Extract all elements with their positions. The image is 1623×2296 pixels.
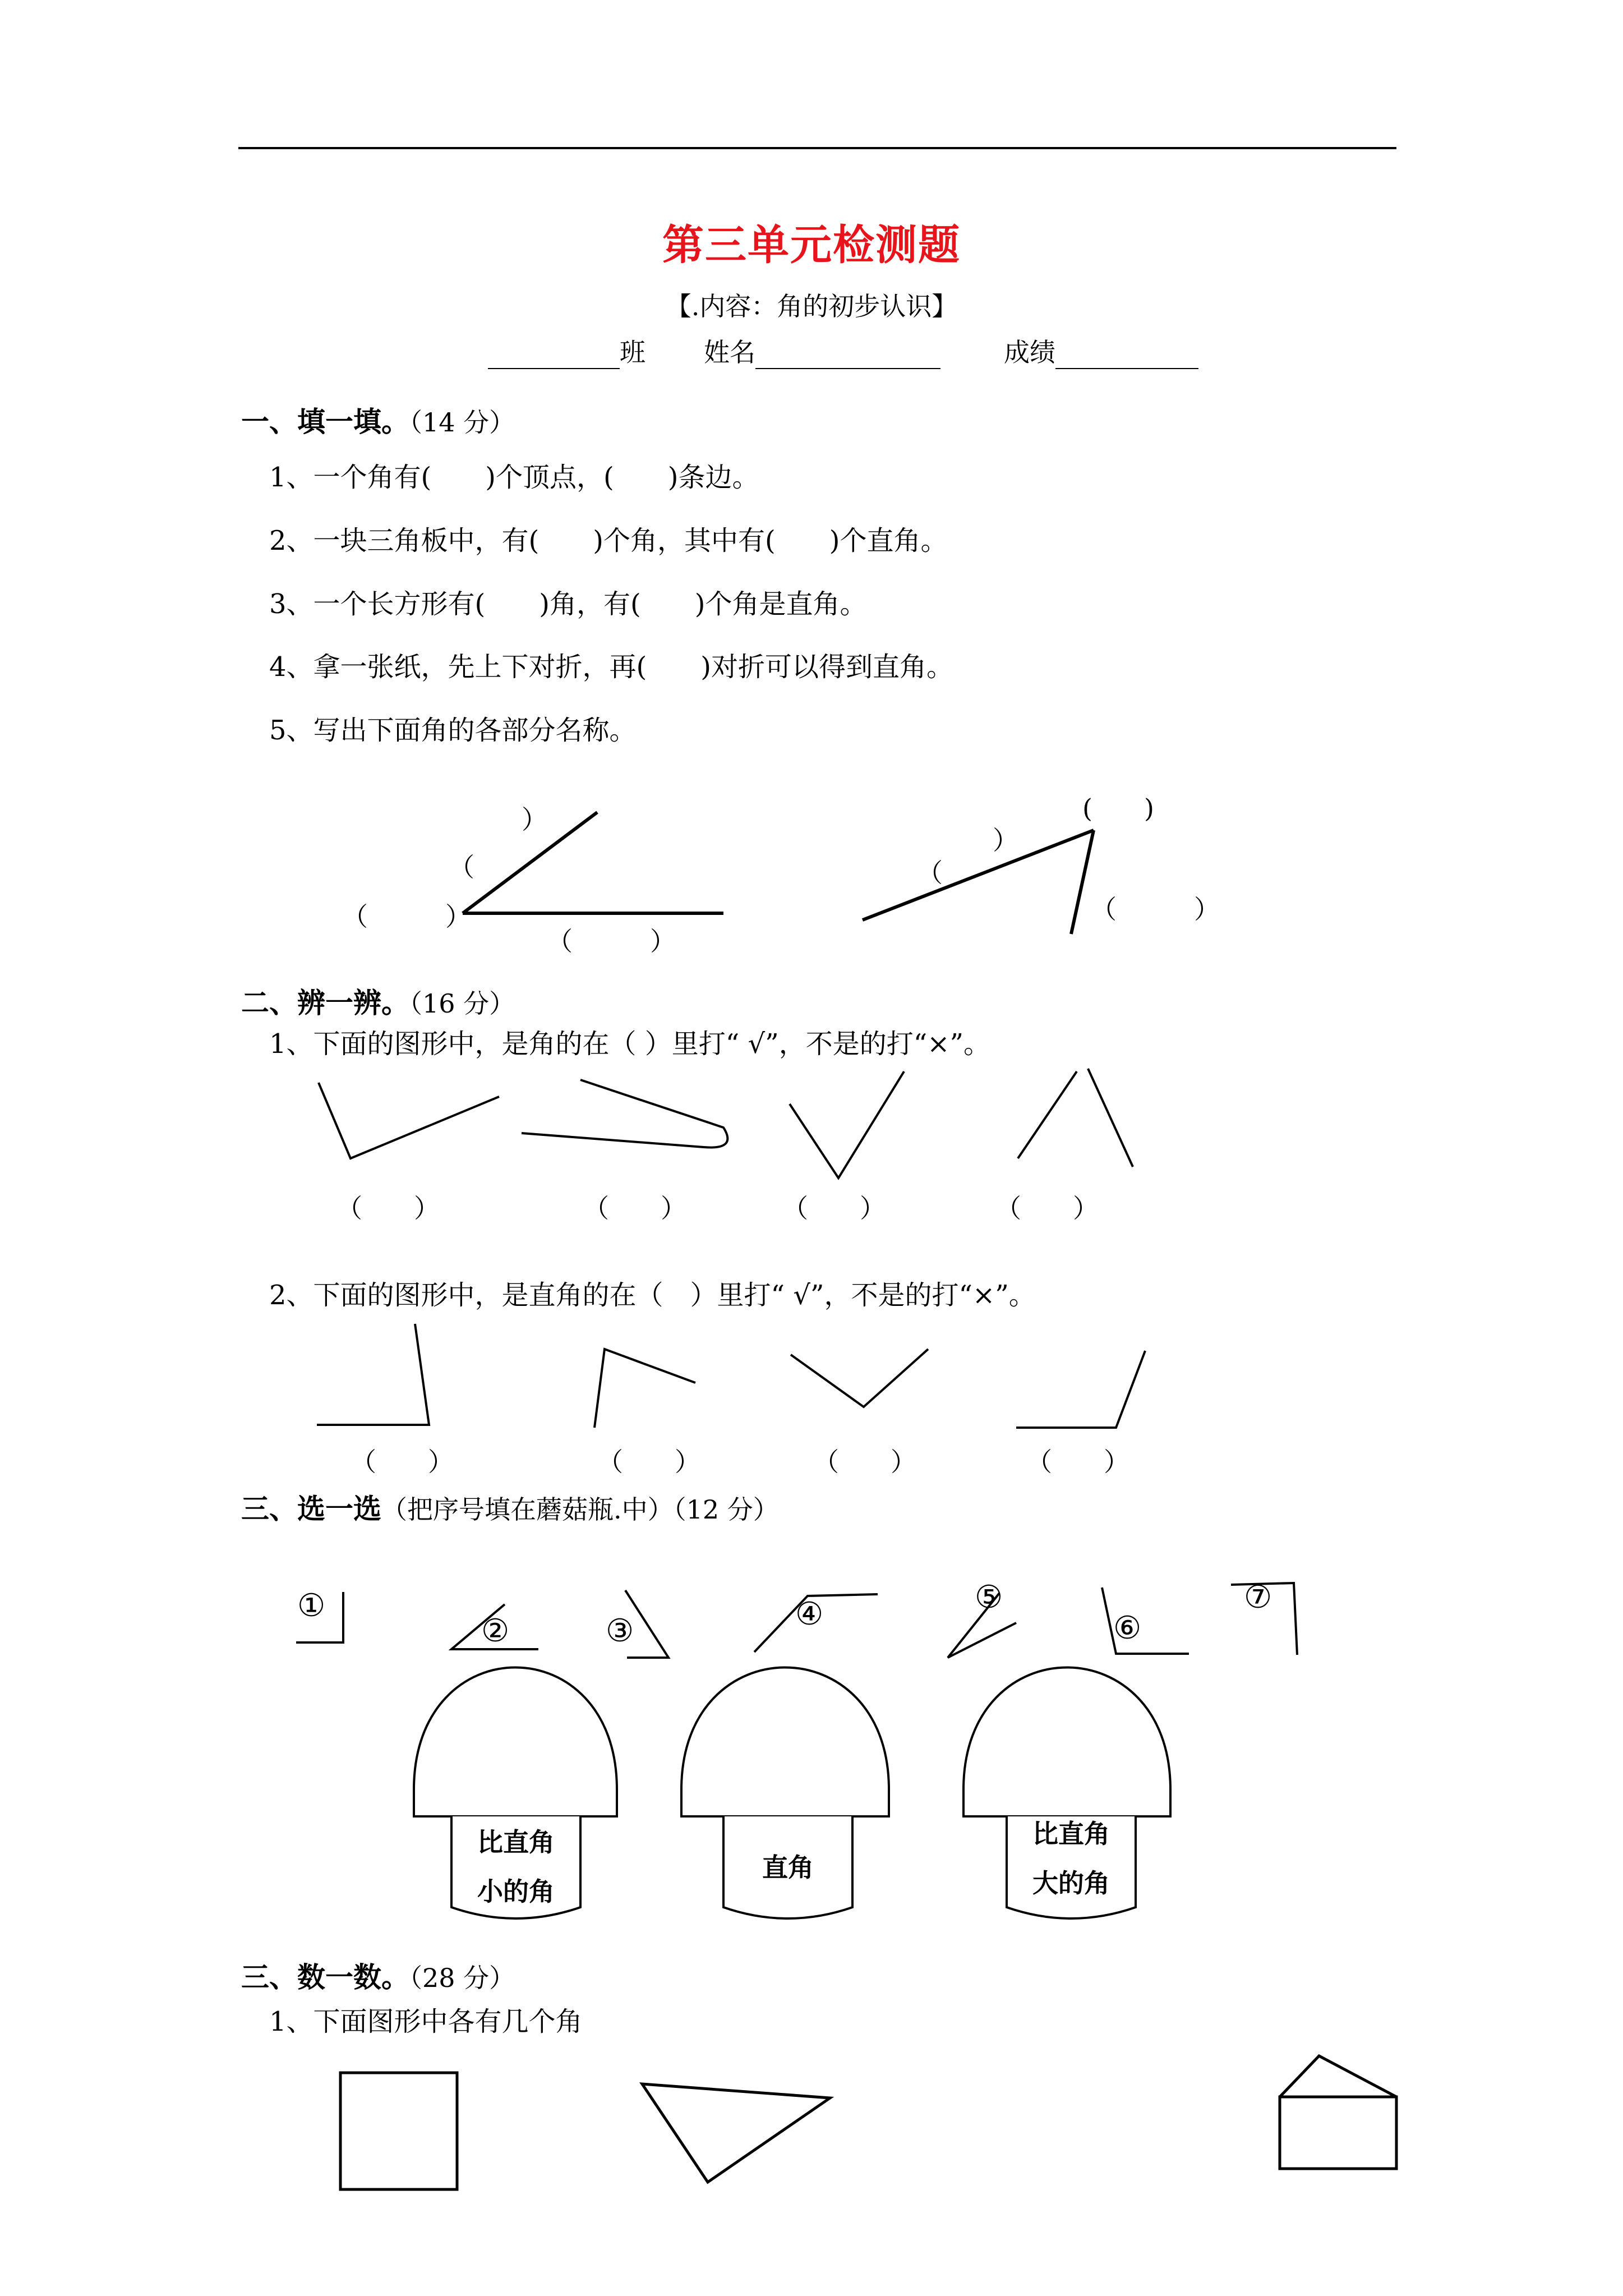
- s4-square: [340, 2073, 457, 2189]
- mushroom-3-label: [1007, 1809, 1136, 1908]
- mushroom-3-label-line2: 大的角: [1032, 1868, 1110, 1898]
- s2q1-figure-1: [319, 1083, 499, 1158]
- section2-score: （16 分）: [409, 988, 515, 1019]
- page-subtitle: 【.内容：角的初步认识】: [665, 291, 958, 321]
- mushroom-2-label-line1: 直角: [762, 1852, 814, 1883]
- s2q2-answer-1[interactable]: （ ）: [351, 1447, 454, 1477]
- section4-score: （28 分）: [409, 1963, 515, 1993]
- mushroom-2-label: [723, 1843, 852, 1892]
- diagram1-paren-a[interactable]: ）: [522, 804, 547, 835]
- s2q1-figure-2: [522, 1080, 727, 1148]
- diagram2-paren-c[interactable]: （: [917, 858, 943, 888]
- section3-note: （把序号填在蘑菇瓶.中）（12 分）: [381, 1494, 779, 1525]
- s2q2-answer-2[interactable]: （ ）: [597, 1447, 700, 1477]
- angle-diagram-1: [463, 812, 723, 913]
- s1-question-3: 3、一个长方形有( )角，有( )个角是直角。: [269, 588, 867, 620]
- s4-house: [1280, 2056, 1396, 2169]
- s3-number-3: ③: [606, 1613, 634, 1649]
- s2q2-figure-3: [791, 1349, 928, 1407]
- s4-question-1: 1、下面图形中各有几个角: [269, 2006, 583, 2037]
- diagram2-paren-d[interactable]: （ ）: [1091, 894, 1220, 924]
- s2q2-figure-4: [1016, 1351, 1145, 1428]
- diagram2-paren-a[interactable]: ( ): [1082, 793, 1154, 823]
- s2q1-answer-4[interactable]: （ ）: [995, 1193, 1099, 1223]
- section2-heading: [241, 981, 515, 1021]
- s2q1-figure-4a: [1018, 1071, 1077, 1158]
- section1-score: （14 分）: [409, 407, 515, 438]
- mushroom-1-label-line2: 小的角: [477, 1876, 555, 1907]
- section4-heading: [241, 1955, 515, 1995]
- s3-number-6: ⑥: [1113, 1610, 1142, 1646]
- s3-number-1: ①: [297, 1588, 326, 1624]
- s2q1-answer-3[interactable]: （ ）: [782, 1193, 886, 1223]
- diagram1-paren-c[interactable]: （ ）: [342, 901, 471, 932]
- section4-title: 三、数一数。: [241, 1961, 409, 1994]
- s2q2-figure-2: [594, 1349, 695, 1428]
- score-label: 成绩: [1004, 337, 1055, 367]
- s1-question-4: 4、拿一张纸，先上下对折，再( )对折可以得到直角。: [269, 651, 953, 683]
- s4-triangle: [642, 2084, 830, 2182]
- angle-diagram-2: [863, 830, 1094, 934]
- mushroom-1-label: [451, 1818, 580, 1916]
- s2q1-answer-2[interactable]: （ ）: [583, 1193, 686, 1223]
- s2q2-answer-4[interactable]: （ ）: [1026, 1447, 1129, 1477]
- section2-title: 二、辨一辨。: [241, 986, 409, 1019]
- s3-number-2: ②: [481, 1613, 510, 1649]
- diagram2-paren-b[interactable]: ）: [993, 825, 1018, 855]
- s2q1-figure-3: [790, 1071, 904, 1178]
- s1-question-5: 5、写出下面角的各部分名称。: [269, 715, 637, 746]
- s3-number-5: ⑤: [975, 1579, 1003, 1616]
- s2q2-answer-3[interactable]: （ ）: [813, 1447, 916, 1477]
- s2q1-figure-4b: [1088, 1069, 1133, 1167]
- section3-heading: [241, 1487, 779, 1527]
- s2-question-2: 2、下面的图形中，是直角的在（ ）里打“ √”，不是的打“×”。: [269, 1280, 1036, 1311]
- section3-title: 三、选一选: [241, 1492, 381, 1525]
- s1-question-1: 1、一个角有( )个顶点，( )条边。: [269, 462, 759, 493]
- diagram1-paren-b[interactable]: （: [449, 852, 474, 882]
- class-label: 班: [620, 337, 645, 367]
- s3-number-7: ⑦: [1244, 1579, 1272, 1616]
- diagram1-paren-d[interactable]: （ ）: [547, 926, 676, 956]
- section1-title: 一、填一填。: [241, 405, 409, 438]
- page-title: 第三单元检测题: [662, 221, 961, 269]
- name-label: 姓名: [704, 337, 755, 367]
- s3-number-4: ④: [795, 1596, 824, 1632]
- mushroom-1-label-line1: 比直角: [477, 1827, 555, 1857]
- s2q2-figure-1: [317, 1324, 429, 1425]
- s1-question-2: 2、一块三角板中，有( )个角，其中有( )个直角。: [269, 525, 948, 556]
- s2-question-1: 1、下面的图形中，是角的在（ ）里打“ √”，不是的打“×”。: [269, 1028, 991, 1060]
- s2q1-answer-1[interactable]: （ ）: [336, 1193, 440, 1223]
- mushroom-3-label-line1: 比直角: [1032, 1819, 1110, 1849]
